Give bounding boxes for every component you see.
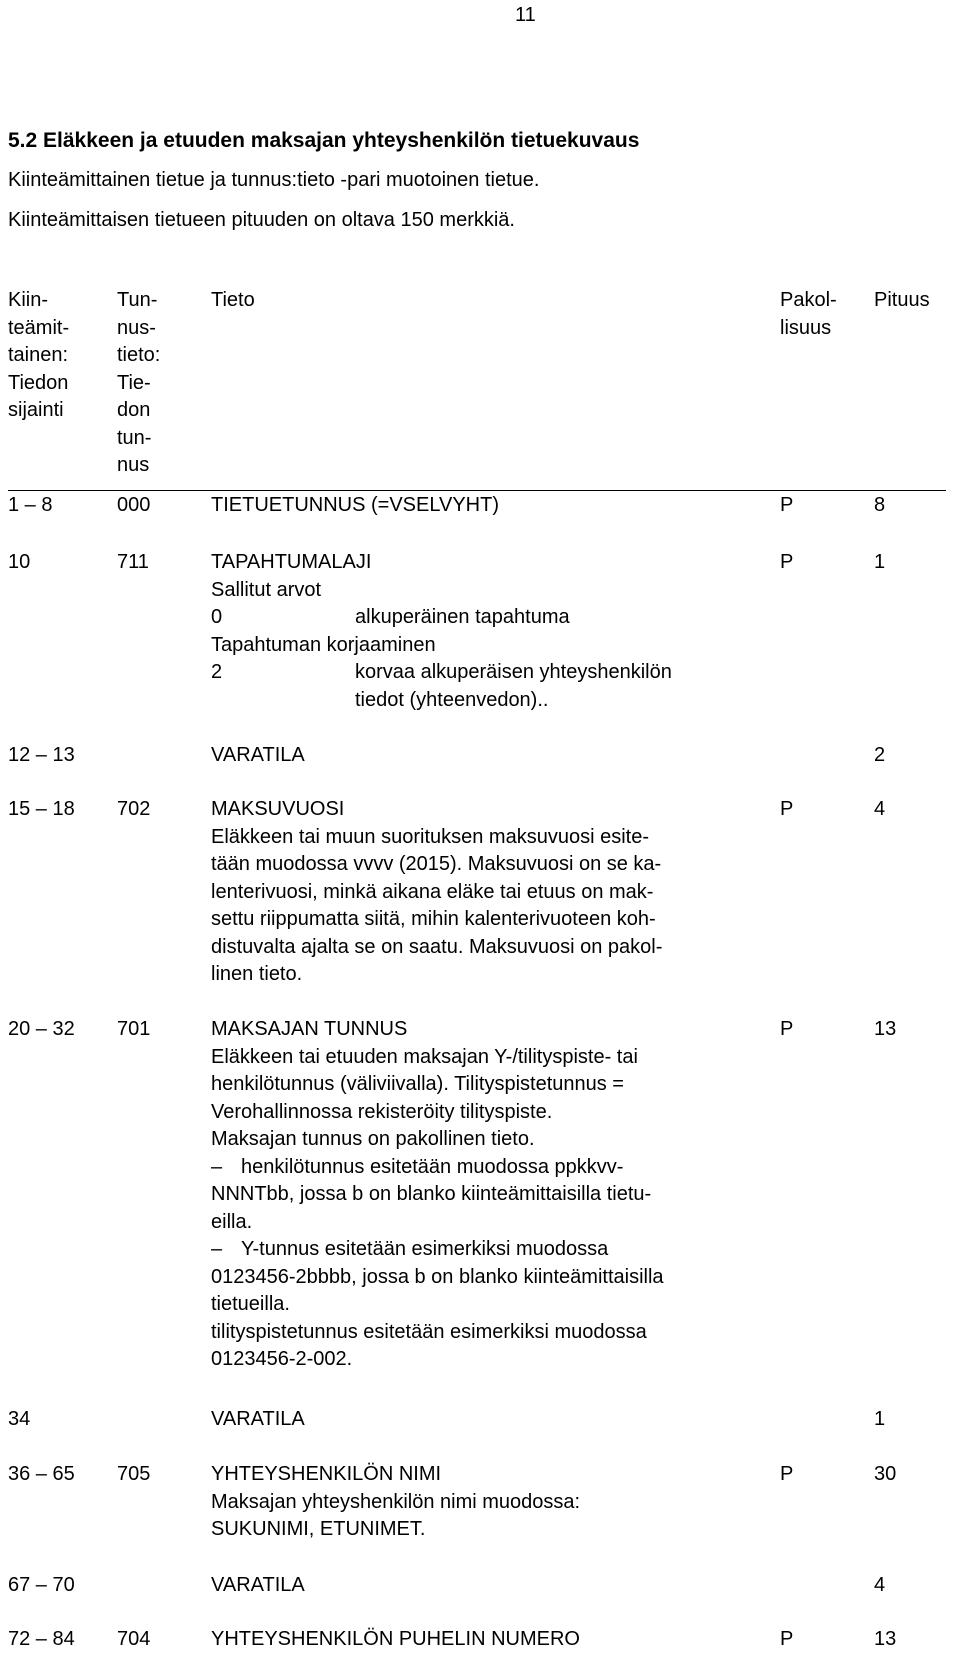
row-mandatory: P	[780, 1018, 794, 1040]
row-location: 72 – 84	[8, 1628, 75, 1650]
header-length: Pituus	[874, 289, 930, 311]
row-length: 4	[874, 1574, 886, 1596]
row-description-line: tään muodossa vvvv (2015). Maksuvuosi on se ka-	[211, 853, 662, 875]
row-id: 702	[117, 798, 151, 820]
row-location: 12 – 13	[8, 744, 75, 766]
row-id: 704	[117, 1628, 151, 1650]
row-description-line: Maksajan yhteyshenkilön nimi muodossa:	[211, 1490, 581, 1513]
row-field: TAPAHTUMALAJI	[211, 551, 372, 573]
row-length: 4	[874, 798, 886, 820]
page-number: 11	[515, 4, 536, 26]
row-location: 34	[8, 1408, 31, 1430]
row-description-line: distuvalta ajalta se on saatu. Maksuvuosi on pakol-	[211, 935, 663, 958]
row-field: MAKSUVUOSI	[211, 798, 345, 820]
value-code: 2	[211, 661, 223, 683]
header-field: Tieto	[211, 289, 255, 311]
row-field: VARATILA	[211, 1408, 305, 1430]
row-mandatory: P	[780, 1628, 794, 1650]
row-field: VARATILA	[211, 1574, 305, 1596]
bullet-item-continued: tietueilla.	[211, 1293, 290, 1315]
row-location: 36 – 65	[8, 1463, 75, 1485]
row-mandatory: P	[780, 494, 794, 516]
row-description-line: Verohallinnossa rekisteröity tilityspiste.	[211, 1100, 553, 1123]
row-field: YHTEYSHENKILÖN NIMI	[211, 1463, 442, 1485]
row-length: 8	[874, 494, 886, 516]
value-text: korvaa alkuperäisen yhteyshenkilön	[355, 661, 672, 683]
row-length: 2	[874, 744, 886, 766]
row-length: 30	[874, 1463, 897, 1485]
row-id: 701	[117, 1018, 151, 1040]
allowed-values-label: Sallitut arvot	[211, 578, 322, 601]
section-intro-line: Kiinteämittainen tietue ja tunnus:tieto -pari muotoinen tietue.	[8, 169, 540, 191]
row-description-line: Eläkkeen tai muun suorituksen maksuvuosi esite-	[211, 825, 649, 848]
section-title: 5.2 Eläkkeen ja etuuden maksajan yhteyshenkilön tietuekuvaus	[8, 129, 640, 152]
row-description-line: Maksajan tunnus on pakollinen tieto.	[211, 1128, 535, 1150]
row-location: 10	[8, 551, 31, 573]
dash-icon: –	[211, 1238, 223, 1260]
row-mandatory: P	[780, 551, 794, 573]
row-location: 1 – 8	[8, 494, 53, 516]
row-description-line: henkilötunnus (väliviivalla). Tilityspistetunnus =	[211, 1073, 624, 1095]
section-intro-line: Kiinteämittaisen tietueen pituuden on oltava 150 merkkiä.	[8, 209, 515, 231]
row-location: 67 – 70	[8, 1574, 75, 1596]
row-length: 1	[874, 1408, 886, 1430]
row-length: 13	[874, 1628, 897, 1650]
row-mandatory: P	[780, 798, 794, 820]
row-field: VARATILA	[211, 744, 305, 766]
row-description-line: settu riippumatta siitä, mihin kalenterivuoteen koh-	[211, 908, 656, 930]
row-length: 13	[874, 1018, 897, 1040]
header-location: Kiin- teämit- tainen: Tiedon sijainti	[8, 289, 70, 421]
row-description-line: 0123456-2-002.	[211, 1348, 353, 1370]
bullet-item: – henkilötunnus esitetään muodossa ppkkvv-	[211, 1154, 771, 1182]
header-divider	[8, 490, 946, 491]
bullet-item: – Y-tunnus esitetään esimerkiksi muodossa	[211, 1236, 771, 1264]
row-description-line: tilityspistetunnus esitetään esimerkiksi muodossa	[211, 1320, 647, 1343]
row-field: TIETUETUNNUS (=VSELVYHT)	[211, 494, 499, 516]
row-field: MAKSAJAN TUNNUS	[211, 1018, 408, 1040]
value-code: 0	[211, 606, 223, 628]
dash-icon: –	[211, 1155, 223, 1178]
value-text: alkuperäinen tapahtuma	[355, 606, 570, 628]
allowed-value	[211, 604, 771, 632]
row-id: 711	[117, 551, 149, 573]
row-mandatory: P	[780, 1463, 794, 1485]
row-description-line: lenterivuosi, minkä aikana eläke tai etuus on mak-	[211, 880, 654, 903]
value-text-continued: tiedot (yhteenvedon)..	[355, 688, 549, 711]
row-location: 20 – 32	[8, 1018, 75, 1040]
header-mandatory: Pakol- lisuus	[780, 289, 837, 339]
bullet-item-continued: eilla.	[211, 1210, 253, 1233]
row-location: 15 – 18	[8, 798, 75, 820]
bullet-item-continued: NNNTbb, jossa b on blanko kiinteämittaisilla tietu-	[211, 1183, 652, 1205]
row-field: YHTEYSHENKILÖN PUHELIN NUMERO	[211, 1628, 580, 1650]
row-description-line: SUKUNIMI, ETUNIMET.	[211, 1518, 426, 1540]
row-length: 1	[874, 551, 886, 573]
row-description-line: Eläkkeen tai etuuden maksajan Y-/tilityspiste- tai	[211, 1045, 638, 1068]
row-description-line: linen tieto.	[211, 963, 303, 985]
header-id: Tun- nus- tieto: Tie- don tun- nus	[117, 289, 161, 476]
bullet-item-continued: 0123456-2bbbb, jossa b on blanko kiinteämittaisilla	[211, 1265, 664, 1288]
correction-label: Tapahtuman korjaaminen	[211, 633, 436, 656]
row-id: 705	[117, 1463, 151, 1485]
row-id: 000	[117, 494, 151, 516]
allowed-value	[211, 659, 771, 687]
